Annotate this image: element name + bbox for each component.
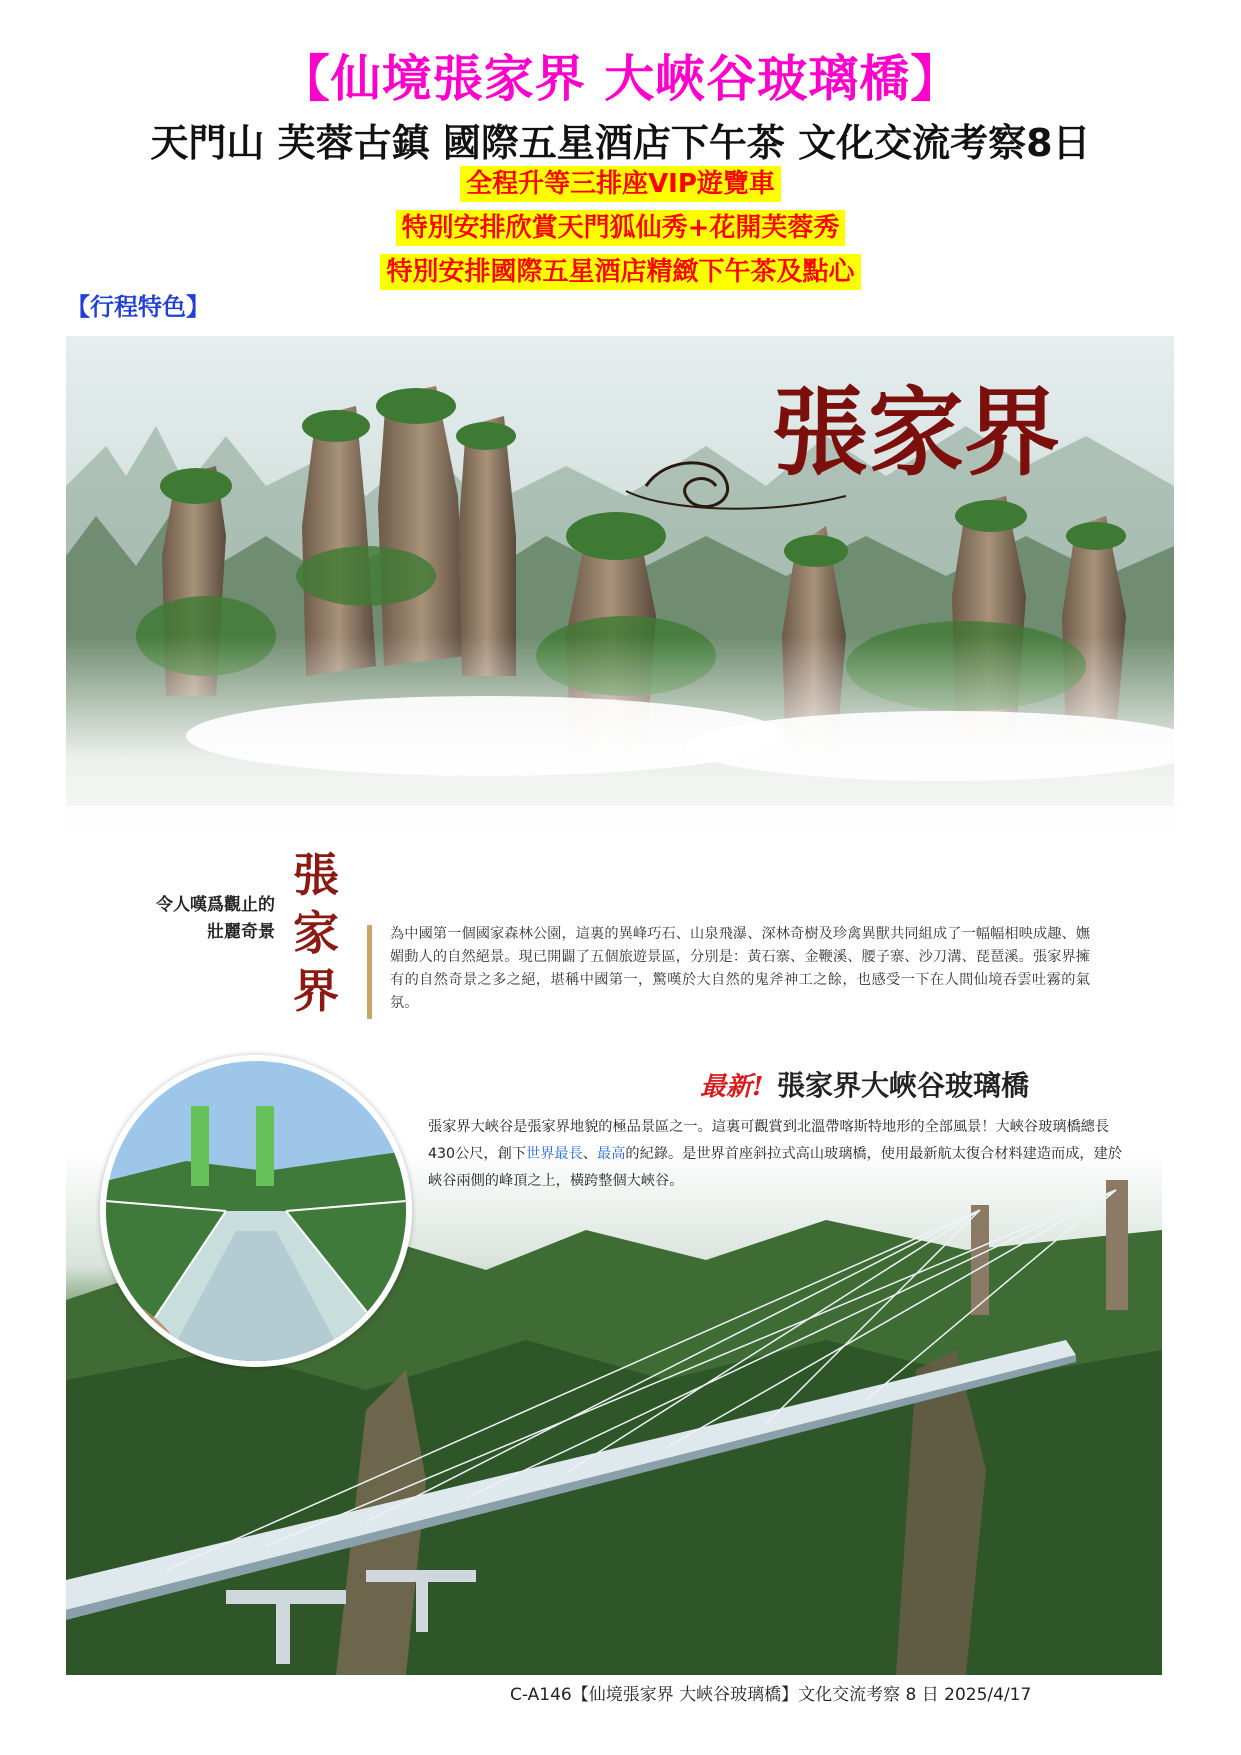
- bridge-title: 張家界大峽谷玻璃橋: [777, 1069, 1030, 1102]
- zhangjiajie-panorama-image: [66, 336, 1174, 876]
- bridge-paragraph: [428, 1114, 1128, 1195]
- intro-paragraph: 為中國第一個國家森林公園，這裏的異峰巧石、山泉飛瀑、深林奇樹及珍禽異獸共同組成了一幅幅相映成趣、嫵媚動人的自然絕景。現已開闢了五個旅遊景區，分別是：黃石寨、金鞭溪、腰子寨、沙刀溝、琵琶溪。張家界擁有的自然奇景之多之絕，堪稱中國第一，驚嘆於大自然的鬼斧神工之餘，也感受一下在人間仙境吞雲吐霧的氣氛。: [390, 926, 1090, 1011]
- intro-tagline: [85, 892, 275, 946]
- intro-tagline-line2: 壯麗奇景: [207, 922, 275, 942]
- page-subtitle: 天門山 芙蓉古鎮 國際五星酒店下午茶 文化交流考察8日: [150, 121, 1091, 165]
- bridge-text-part2: 的紀錄。是世界首座斜拉式高山玻璃橋，使用最新航太復合材料建造而成，建於峽谷兩側的峰頂之上，橫跨整個大峽谷。: [428, 1146, 1122, 1189]
- section-label-itinerary-features: 【行程特色】: [66, 293, 210, 321]
- bridge-text-part1: 張家界大峽谷是張家界地貌的極品景區之一。這裏可觀賞到北溫帶喀斯特地形的全部風景！大峽谷玻璃橋總長430公尺，創下: [428, 1119, 1110, 1162]
- bridge-heading: [700, 1064, 1029, 1104]
- highlight-shows: 特別安排欣賞天門狐仙秀+花開芙蓉秀: [396, 210, 846, 246]
- highlight-row-2: [0, 210, 1241, 246]
- highlight-vip-coach: 全程升等三排座VIP遊覽車: [460, 166, 781, 202]
- page-footer: C-A146【仙境張家界 大峽谷玻璃橋】文化交流考察 8 日 2025/4/17: [510, 1685, 1032, 1705]
- intro-tagline-line1: 令人嘆爲觀止的: [156, 895, 275, 915]
- highlight-row-3: [0, 254, 1241, 290]
- page-title: 【仙境張家界 大峽谷玻璃橋】: [279, 50, 962, 108]
- glass-walkway-inset-photo: [100, 1055, 412, 1367]
- bridge-highlight-longest: 世界最長: [526, 1146, 583, 1162]
- zhangjiajie-calligraphy-title: 張家界: [772, 376, 1060, 489]
- bridge-text-separator: 、: [582, 1146, 597, 1162]
- highlight-row-1: [0, 166, 1241, 202]
- highlight-afternoon-tea: 特別安排國際五星酒店精緻下午茶及點心: [380, 254, 860, 290]
- new-label: 最新!: [700, 1072, 764, 1102]
- intro-calligraphy: 張家界: [293, 848, 339, 1018]
- bridge-highlight-highest: 最高: [597, 1146, 626, 1162]
- intro-divider-bar: [367, 925, 372, 1019]
